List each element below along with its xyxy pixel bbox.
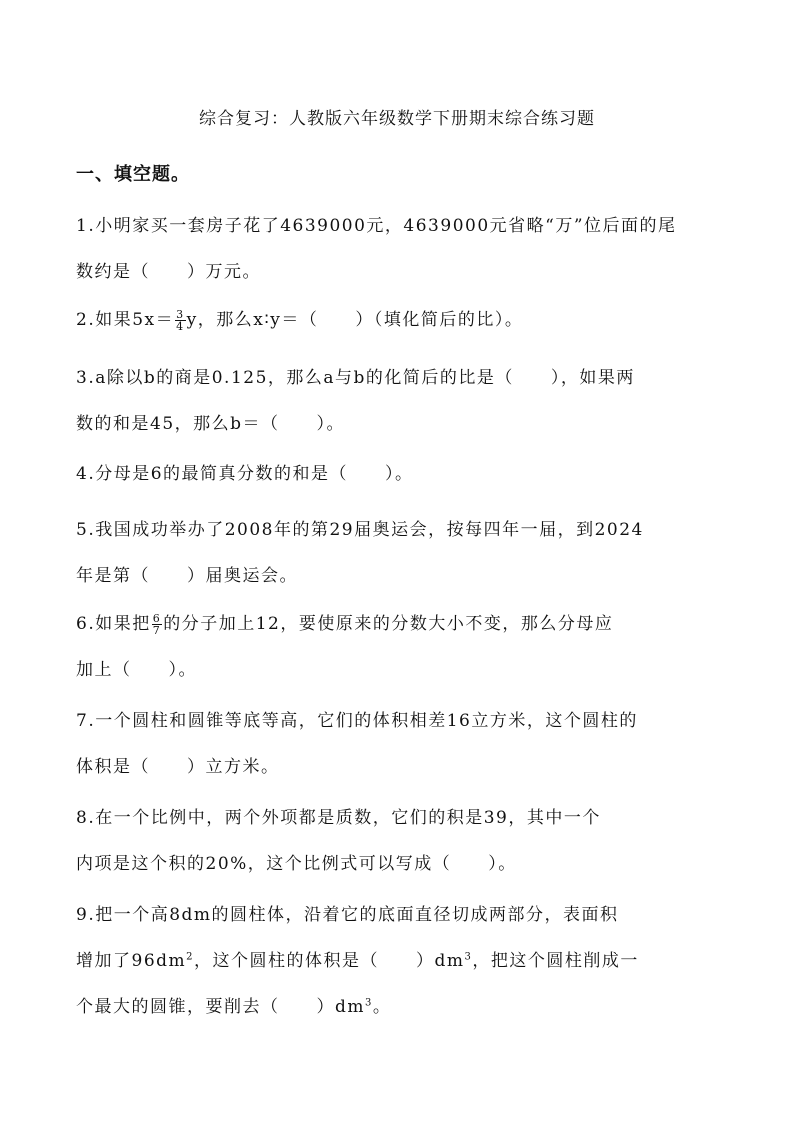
question-2-suffix: ，那么x∶y＝（ ）（填化简后的比）。 bbox=[197, 310, 524, 330]
question-9-line-2 bbox=[76, 938, 726, 984]
question-9-line-3 bbox=[76, 984, 726, 1030]
question-3 bbox=[76, 355, 726, 447]
question-7-line-1: 7.一个圆柱和圆锥等底等高，它们的体积相差16立方米，这个圆柱的 bbox=[76, 711, 638, 731]
question-8 bbox=[76, 795, 726, 887]
question-5-line-1: 5.我国成功举办了2008年的第29届奥运会，按每四年一届，到2024 bbox=[76, 520, 644, 540]
question-1-line-1: 1.小明家买一套房子花了4639000元，4639000元省略“万”位后面的尾 bbox=[76, 216, 677, 236]
question-6-line-2: 加上（ ）。 bbox=[76, 660, 197, 680]
page-title: 综合复习：人教版六年级数学下册期末综合练习题 bbox=[199, 109, 595, 129]
question-8-line-2: 内项是这个积的20%，这个比例式可以写成（ ）。 bbox=[76, 854, 517, 874]
question-9-line-1: 9.把一个高8dm的圆柱体，沿着它的底面直径切成两部分，表面积 bbox=[76, 905, 619, 925]
fraction-numerator: 6 bbox=[152, 612, 162, 625]
question-2 bbox=[76, 297, 726, 343]
fraction-three-quarters bbox=[175, 309, 186, 332]
question-2-equation-right: y bbox=[186, 310, 198, 330]
fraction-six-sevenths bbox=[152, 613, 163, 636]
question-9-line-2-part-a: 增加了96dm bbox=[76, 951, 187, 971]
superscript-squared: 2 bbox=[186, 951, 195, 963]
superscript-cubed: 3 bbox=[464, 951, 473, 963]
question-9 bbox=[76, 892, 726, 1030]
question-2-prefix: 2.如果 bbox=[76, 310, 133, 330]
superscript-cubed: 3 bbox=[365, 997, 373, 1009]
question-1-line-2: 数约是（ ）万元。 bbox=[76, 262, 261, 282]
question-3-line-1: 3.a除以b的商是0.125，那么a与b的化简后的比是（ ），如果两 bbox=[76, 368, 635, 388]
fraction-numerator: 3 bbox=[176, 308, 185, 321]
question-3-line-2: 数的和是45，那么b＝（ ）。 bbox=[76, 414, 346, 434]
question-8-line-1: 8.在一个比例中，两个外项都是质数，它们的积是39，其中一个 bbox=[76, 808, 601, 828]
question-5-line-2: 年是第（ ）届奥运会。 bbox=[76, 566, 298, 586]
question-9-line-3-part-b: 。 bbox=[372, 997, 392, 1017]
fraction-denominator: 4 bbox=[176, 320, 185, 333]
question-6-prefix: 6.如果把 bbox=[76, 614, 151, 634]
fraction-denominator: 7 bbox=[152, 624, 162, 637]
question-1 bbox=[76, 203, 726, 295]
question-4 bbox=[76, 451, 726, 497]
question-5 bbox=[76, 507, 726, 599]
question-9-line-2-part-c: ，把这个圆柱削成一 bbox=[472, 951, 639, 971]
question-2-line-1 bbox=[76, 297, 726, 343]
question-6 bbox=[76, 601, 726, 693]
question-4-line-1: 4.分母是6的最简真分数的和是（ ）。 bbox=[76, 464, 414, 484]
question-6-line-1 bbox=[76, 601, 726, 647]
question-9-line-2-part-b: ，这个圆柱的体积是（ ）dm bbox=[194, 951, 465, 971]
question-7-line-2: 体积是（ ）立方米。 bbox=[76, 757, 280, 777]
question-2-equation-left: 5x＝ bbox=[132, 310, 175, 330]
question-7 bbox=[76, 698, 726, 790]
question-6-suffix: 的分子加上12，要使原来的分数大小不变，那么分母应 bbox=[163, 614, 614, 634]
section-heading: 一、填空题。 bbox=[76, 164, 190, 185]
question-9-line-3-part-a: 个最大的圆锥，要削去（ ）dm bbox=[76, 997, 366, 1017]
